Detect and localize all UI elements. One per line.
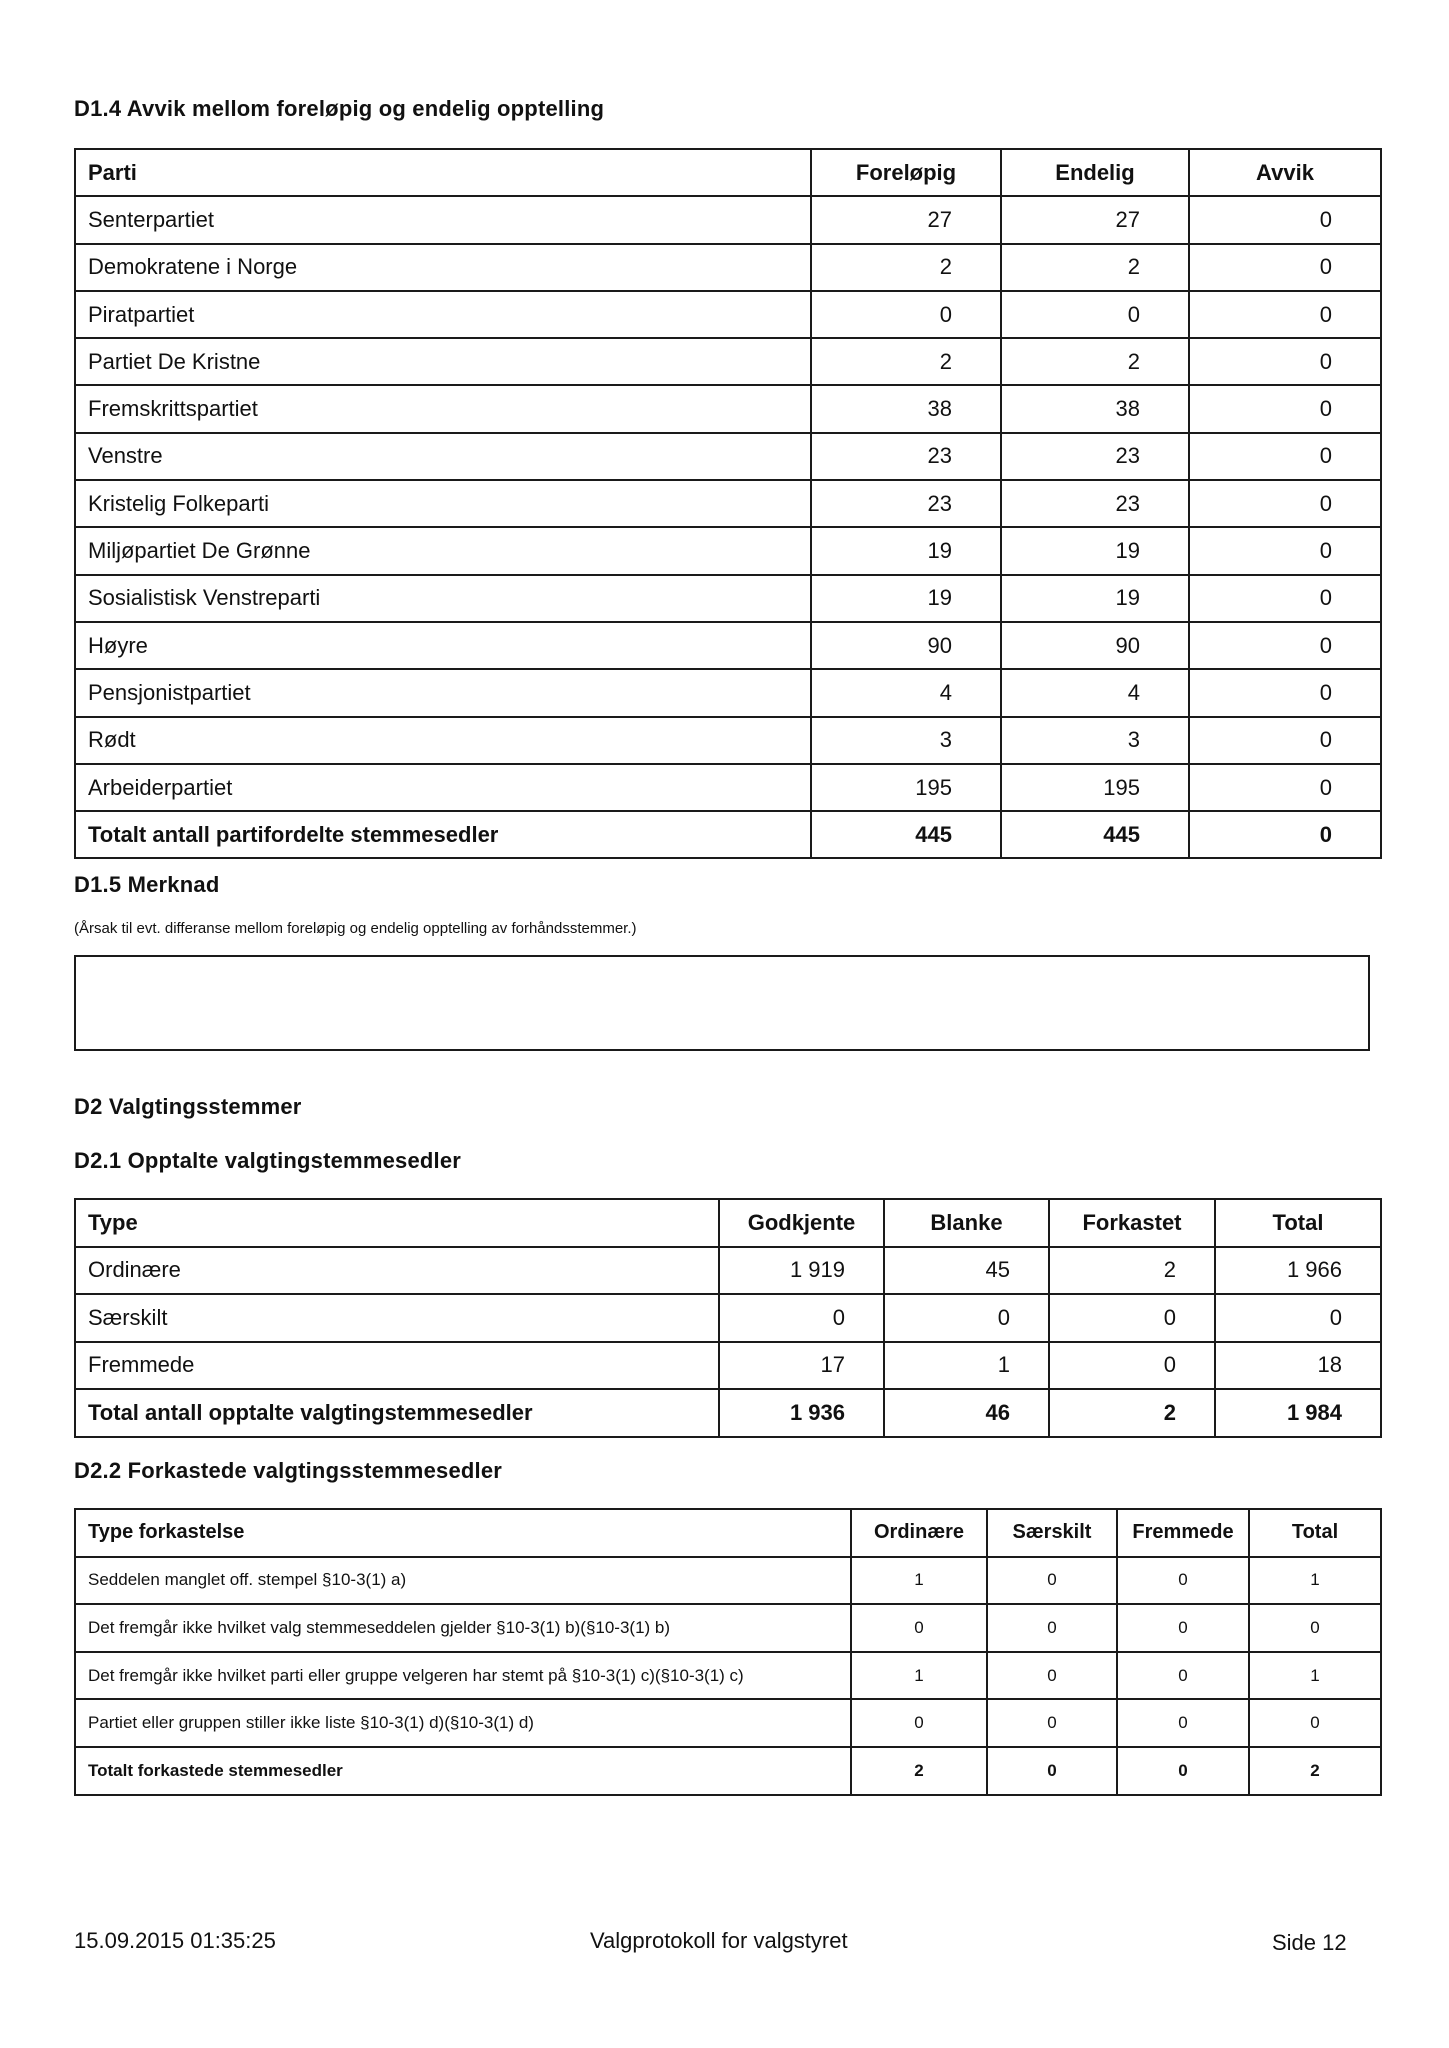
total-value-cell: 1 936 <box>719 1389 884 1437</box>
column-header-value: Fremmede <box>1117 1509 1249 1557</box>
total-value-cell: 445 <box>1001 811 1189 858</box>
value-cell: 0 <box>884 1294 1049 1342</box>
column-header-value: Forkastet <box>1049 1199 1215 1247</box>
table-row <box>75 1247 1381 1295</box>
total-row <box>75 1389 1381 1437</box>
value-cell: 0 <box>1049 1294 1215 1342</box>
value-cell: 90 <box>1001 622 1189 669</box>
opptalte-table <box>74 1198 1382 1438</box>
total-value-cell: 0 <box>1189 811 1381 858</box>
value-cell: 19 <box>811 527 1001 574</box>
column-header-value: Total <box>1215 1199 1381 1247</box>
forkastede-table <box>74 1508 1382 1796</box>
value-cell: 1 <box>1249 1557 1381 1605</box>
column-header-value: Godkjente <box>719 1199 884 1247</box>
column-header-value: Endelig <box>1001 149 1189 196</box>
total-row <box>75 1747 1381 1795</box>
column-header-value: Total <box>1249 1509 1381 1557</box>
table-row <box>75 527 1381 574</box>
total-label-cell: Totalt antall partifordelte stemmesedler <box>75 811 811 858</box>
value-cell: 38 <box>1001 385 1189 432</box>
value-cell: 2 <box>1001 338 1189 385</box>
value-cell: 0 <box>1189 385 1381 432</box>
row-label-cell: Særskilt <box>75 1294 719 1342</box>
value-cell: 0 <box>1189 527 1381 574</box>
value-cell: 23 <box>811 480 1001 527</box>
section-title-d14: D1.4 Avvik mellom foreløpig og endelig opptelling <box>74 96 605 121</box>
row-label-cell: Det fremgår ikke hvilket valg stemmeseddelen gjelder §10-3(1) b)(§10-3(1) b) <box>75 1604 851 1652</box>
value-cell: 0 <box>1189 717 1381 764</box>
value-cell: 23 <box>811 433 1001 480</box>
table-row <box>75 622 1381 669</box>
value-cell: 1 <box>851 1652 987 1700</box>
value-cell: 0 <box>1117 1557 1249 1605</box>
value-cell: 0 <box>811 291 1001 338</box>
value-cell: 0 <box>1189 196 1381 243</box>
table-row <box>75 1557 1381 1605</box>
header-row <box>75 1199 1381 1247</box>
total-value-cell: 2 <box>1049 1389 1215 1437</box>
column-header-value: Foreløpig <box>811 149 1001 196</box>
value-cell: 0 <box>987 1699 1117 1747</box>
value-cell: 195 <box>1001 764 1189 811</box>
row-label-cell: Pensjonistpartiet <box>75 669 811 716</box>
row-label-cell: Piratpartiet <box>75 291 811 338</box>
table-row <box>75 1342 1381 1390</box>
value-cell: 0 <box>1117 1604 1249 1652</box>
section-title-d2: D2 Valgtingsstemmer <box>74 1094 302 1119</box>
merknad-subtitle: (Årsak til evt. differanse mellom foreløpig og endelig opptelling av forhåndsstemmer.) <box>74 920 637 937</box>
value-cell: 4 <box>1001 669 1189 716</box>
total-row <box>75 811 1381 858</box>
row-label-cell: Ordinære <box>75 1247 719 1295</box>
merknad-box <box>74 955 1370 1051</box>
value-cell: 0 <box>1189 575 1381 622</box>
value-cell: 195 <box>811 764 1001 811</box>
total-value-cell: 2 <box>1249 1747 1381 1795</box>
column-header-label: Type <box>75 1199 719 1247</box>
row-label-cell: Seddelen manglet off. stempel §10-3(1) a) <box>75 1557 851 1605</box>
row-label-cell: Senterpartiet <box>75 196 811 243</box>
table-row <box>75 196 1381 243</box>
column-header-value: Ordinære <box>851 1509 987 1557</box>
value-cell: 0 <box>851 1699 987 1747</box>
value-cell: 0 <box>987 1604 1117 1652</box>
table-row <box>75 433 1381 480</box>
table-row <box>75 575 1381 622</box>
table-row <box>75 338 1381 385</box>
value-cell: 38 <box>811 385 1001 432</box>
total-value-cell: 445 <box>811 811 1001 858</box>
table-row <box>75 1294 1381 1342</box>
value-cell: 2 <box>1001 244 1189 291</box>
value-cell: 1 <box>1249 1652 1381 1700</box>
column-header-value: Avvik <box>1189 149 1381 196</box>
value-cell: 2 <box>811 244 1001 291</box>
column-header-value: Blanke <box>884 1199 1049 1247</box>
value-cell: 0 <box>1189 622 1381 669</box>
footer-doc-title: Valgprotokoll for valgstyret <box>590 1928 848 1953</box>
value-cell: 0 <box>719 1294 884 1342</box>
row-label-cell: Det fremgår ikke hvilket parti eller gruppe velgeren har stemt på §10-3(1) c)(§10-3(1) c) <box>75 1652 851 1700</box>
value-cell: 0 <box>1189 291 1381 338</box>
column-header-label: Type forkastelse <box>75 1509 851 1557</box>
value-cell: 0 <box>1001 291 1189 338</box>
value-cell: 1 <box>851 1557 987 1605</box>
footer-timestamp: 15.09.2015 01:35:25 <box>74 1928 276 1953</box>
total-value-cell: 46 <box>884 1389 1049 1437</box>
value-cell: 3 <box>811 717 1001 764</box>
value-cell: 0 <box>1117 1652 1249 1700</box>
total-value-cell: 0 <box>1117 1747 1249 1795</box>
value-cell: 3 <box>1001 717 1189 764</box>
total-value-cell: 2 <box>851 1747 987 1795</box>
table-row <box>75 669 1381 716</box>
footer-page-number: Side 12 <box>1272 1930 1347 1955</box>
total-label-cell: Total antall opptalte valgtingstemmesedler <box>75 1389 719 1437</box>
row-label-cell: Venstre <box>75 433 811 480</box>
row-label-cell: Demokratene i Norge <box>75 244 811 291</box>
value-cell: 23 <box>1001 433 1189 480</box>
value-cell: 1 966 <box>1215 1247 1381 1295</box>
value-cell: 0 <box>1249 1699 1381 1747</box>
value-cell: 1 919 <box>719 1247 884 1295</box>
value-cell: 0 <box>1215 1294 1381 1342</box>
table-row <box>75 1652 1381 1700</box>
value-cell: 19 <box>811 575 1001 622</box>
value-cell: 1 <box>884 1342 1049 1390</box>
value-cell: 18 <box>1215 1342 1381 1390</box>
table-row <box>75 1604 1381 1652</box>
value-cell: 0 <box>1249 1604 1381 1652</box>
row-label-cell: Høyre <box>75 622 811 669</box>
table-row <box>75 717 1381 764</box>
section-title-d15: D1.5 Merknad <box>74 872 220 897</box>
row-label-cell: Fremskrittspartiet <box>75 385 811 432</box>
value-cell: 0 <box>1189 764 1381 811</box>
value-cell: 0 <box>987 1652 1117 1700</box>
value-cell: 0 <box>851 1604 987 1652</box>
value-cell: 4 <box>811 669 1001 716</box>
value-cell: 2 <box>1049 1247 1215 1295</box>
total-label-cell: Totalt forkastede stemmesedler <box>75 1747 851 1795</box>
table-row <box>75 291 1381 338</box>
value-cell: 45 <box>884 1247 1049 1295</box>
table-row <box>75 385 1381 432</box>
value-cell: 19 <box>1001 527 1189 574</box>
value-cell: 0 <box>1049 1342 1215 1390</box>
column-header-label: Parti <box>75 149 811 196</box>
column-header-value: Særskilt <box>987 1509 1117 1557</box>
row-label-cell: Arbeiderpartiet <box>75 764 811 811</box>
row-label-cell: Rødt <box>75 717 811 764</box>
section-title-d22: D2.2 Forkastede valgtingsstemmesedler <box>74 1458 503 1483</box>
total-value-cell: 0 <box>987 1747 1117 1795</box>
value-cell: 90 <box>811 622 1001 669</box>
header-row <box>75 149 1381 196</box>
table-row <box>75 764 1381 811</box>
row-label-cell: Miljøpartiet De Grønne <box>75 527 811 574</box>
row-label-cell: Kristelig Folkeparti <box>75 480 811 527</box>
value-cell: 19 <box>1001 575 1189 622</box>
value-cell: 0 <box>1189 480 1381 527</box>
total-value-cell: 1 984 <box>1215 1389 1381 1437</box>
table-row <box>75 1699 1381 1747</box>
value-cell: 27 <box>811 196 1001 243</box>
table-row <box>75 244 1381 291</box>
value-cell: 2 <box>811 338 1001 385</box>
value-cell: 0 <box>1117 1699 1249 1747</box>
value-cell: 0 <box>1189 433 1381 480</box>
value-cell: 0 <box>1189 338 1381 385</box>
row-label-cell: Partiet De Kristne <box>75 338 811 385</box>
value-cell: 23 <box>1001 480 1189 527</box>
row-label-cell: Fremmede <box>75 1342 719 1390</box>
section-title-d21: D2.1 Opptalte valgtingstemmesedler <box>74 1148 462 1173</box>
table-row <box>75 480 1381 527</box>
value-cell: 0 <box>987 1557 1117 1605</box>
value-cell: 0 <box>1189 669 1381 716</box>
row-label-cell: Sosialistisk Venstreparti <box>75 575 811 622</box>
avvik-table <box>74 148 1382 859</box>
value-cell: 27 <box>1001 196 1189 243</box>
value-cell: 0 <box>1189 244 1381 291</box>
row-label-cell: Partiet eller gruppen stiller ikke liste §10-3(1) d)(§10-3(1) d) <box>75 1699 851 1747</box>
header-row <box>75 1509 1381 1557</box>
value-cell: 17 <box>719 1342 884 1390</box>
